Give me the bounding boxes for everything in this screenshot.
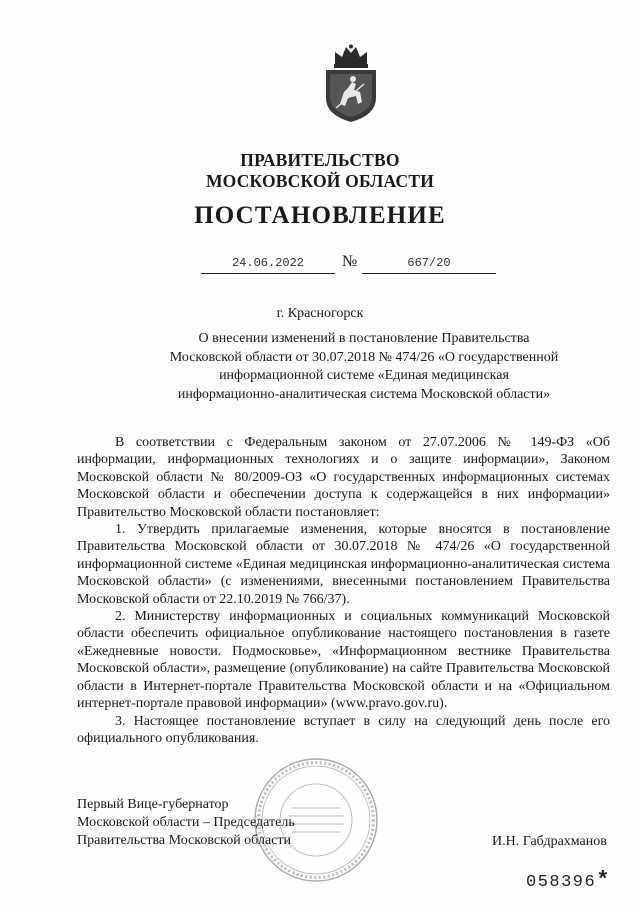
signatory-title <box>77 796 295 850</box>
serial-asterisk: * <box>596 868 611 893</box>
subject-line: О внесении изменений в постановление Правительства <box>198 331 530 346</box>
item-2-paragraph: 2. Министерству информационных и социальных коммуникаций Московской области обеспечить официальное опубликование настоящего постановления в газете «Ежедневные новости. Подмосковье», «Информационном вестнике Правительства Московской области», размещение (опубликование) на сайте Правительства Московской области в Интернет-портале Правительства Московской области и на «Официальном интернет-портале правовой информации» (www.pravo.gov.ru). <box>77 609 610 712</box>
org-name-line2: МОСКОВСКОЙ ОБЛАСТИ <box>205 171 435 191</box>
signatory-title-line: Первый Вице-губернатор <box>77 797 229 812</box>
serial-number-value: 058396 <box>526 873 597 892</box>
signatory-name: И.Н. Габдрахманов <box>492 834 607 849</box>
signatory-title-line: Правительства Московской области <box>77 833 291 848</box>
document-date: 24.06.2022 <box>201 256 335 274</box>
document-body <box>77 434 610 747</box>
subject-line: Московской области от 30.07.2018 № 474/26 «О государственной <box>169 349 559 365</box>
item-1-paragraph: 1. Утвердить прилагаемые изменения, которые вносятся в постановление Правительства Московской области от 30.07.2018 № 474/26 «О государственной информационной системе «Единая медицинская информационно-аналитическая система Московской области» (с изменениями, внесенными постановлением Правительства Московской области от 22.10.2019 № 766/37). <box>77 522 610 607</box>
serial-number <box>526 868 611 893</box>
preamble-paragraph: В соответствии с Федеральным законом от 27.07.2006 № 149-ФЗ «Об информации, информационных технологиях и о защите информации», Законом Московской области № 80/2009-ОЗ «О государственных информационных системах Московской области и обеспечении доступа к содержащейся в них информации» Правительство Московской области постановляет: <box>77 435 610 520</box>
document-subject <box>140 330 588 404</box>
signatory-title-line: Московской области – Председатель <box>77 815 295 830</box>
document-number: 667/20 <box>362 256 496 274</box>
subject-line: информационно-аналитическая система Московской области» <box>177 386 551 402</box>
coat-of-arms-emblem <box>318 44 384 124</box>
document-type-title: ПОСТАНОВЛЕНИЕ <box>194 202 446 229</box>
item-3-paragraph: 3. Настоящее постановление вступает в силу на следующий день после его официального опубликования. <box>77 713 610 746</box>
subject-line: информационной системе «Единая медицинская <box>219 368 509 384</box>
number-sign: № <box>342 253 358 270</box>
org-name-line1: ПРАВИТЕЛЬСТВО <box>240 150 400 170</box>
city-name: г. Красногорск <box>276 306 364 321</box>
